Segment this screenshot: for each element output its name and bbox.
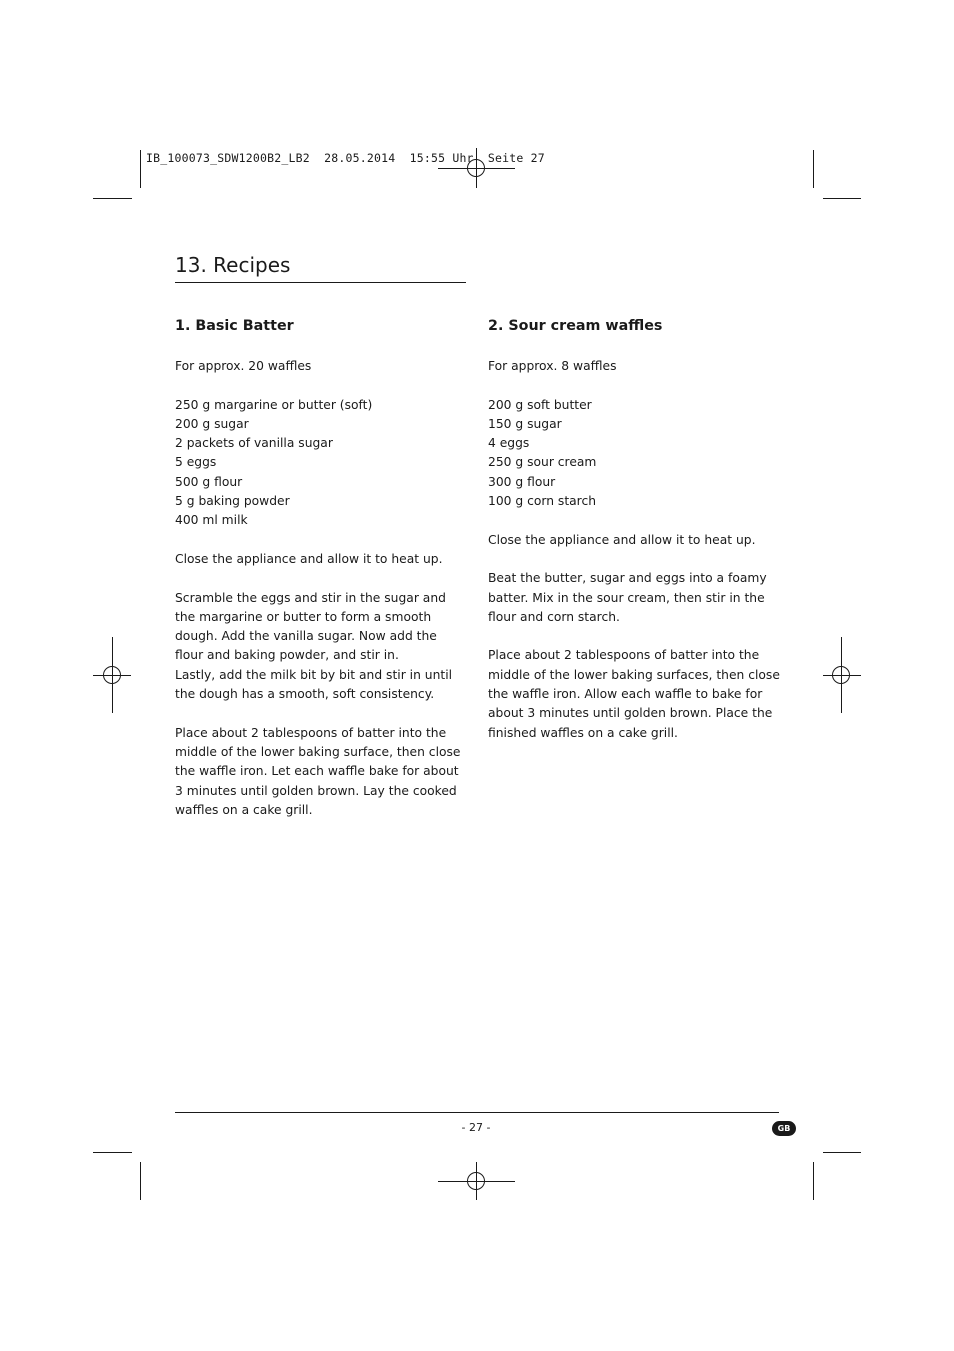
registration-mark-circle — [467, 1172, 485, 1190]
recipe-basic-batter — [175, 316, 467, 839]
ingredient: 300 g flour — [488, 474, 556, 489]
ingredient: 4 eggs — [488, 436, 530, 451]
ingredient: 200 g soft butter — [488, 397, 592, 412]
language-badge: GB — [772, 1121, 796, 1136]
print-slug: IB_100073_SDW1200B2_LB2 28.05.2014 15:55 Uhr Seite 27 — [146, 151, 545, 165]
crop-mark — [93, 198, 132, 199]
section-title: 13. Recipes — [175, 253, 291, 277]
ingredient: 5 eggs — [175, 455, 217, 470]
registration-mark-circle — [103, 666, 121, 684]
ingredient: 500 g flour — [175, 474, 243, 489]
crop-mark — [823, 198, 861, 199]
recipe-step: Close the appliance and allow it to heat up. — [488, 532, 756, 547]
recipe-step: Close the appliance and allow it to heat up. — [175, 551, 443, 566]
registration-mark-circle — [832, 666, 850, 684]
crop-mark — [140, 150, 141, 188]
ingredient: 2 packets of vanilla sugar — [175, 436, 333, 451]
recipe-step: Scramble the eggs and stir in the sugar and the margarine or butter to form a smooth dough. Add the vanilla sugar. Now add the flour and baking powder, and stir in. — [175, 590, 446, 663]
recipe-yield: For approx. 8 waffles — [488, 359, 617, 373]
crop-mark — [93, 1152, 132, 1153]
crop-mark — [813, 1162, 814, 1200]
ingredient: 200 g sugar — [175, 416, 249, 431]
ingredient: 150 g sugar — [488, 416, 562, 431]
crop-mark — [140, 1162, 141, 1200]
crop-mark — [823, 1152, 861, 1153]
page-number: - 27 - — [461, 1121, 491, 1134]
ingredient: 400 ml milk — [175, 513, 248, 528]
ingredient: 100 g corn starch — [488, 494, 597, 509]
recipe-yield: For approx. 20 waffles — [175, 359, 312, 373]
recipe-step: Beat the butter, sugar and eggs into a foamy batter. Mix in the sour cream, then stir in the flour and corn starch. — [488, 571, 767, 624]
recipe-sour-cream-waffles — [488, 316, 780, 762]
recipe-heading: 2. Sour cream waffles — [488, 318, 663, 334]
recipe-step: Lastly, add the milk bit by bit and stir in until the dough has a smooth, soft consistency. — [175, 667, 453, 702]
ingredient: 250 g margarine or butter (soft) — [175, 397, 373, 412]
recipe-step: Place about 2 tablespoons of batter into the middle of the lower baking surface, then close the waffle iron. Let each waffle bake for about 3 minutes until golden brown. Lay the cooked waffles on a cake grill. — [175, 725, 461, 817]
recipe-step: Place about 2 tablespoons of batter into the middle of the lower baking surfaces, then close the waffle iron. Allow each waffle to bake for about 3 minutes until golden brown. Place the finished waffles on a cake grill. — [488, 648, 780, 740]
recipe-heading: 1. Basic Batter — [175, 318, 294, 334]
ingredient-list — [175, 396, 467, 531]
crop-mark — [813, 150, 814, 188]
ingredient: 5 g baking powder — [175, 494, 290, 509]
ingredient-list — [488, 396, 780, 512]
footer-rule — [175, 1112, 779, 1113]
ingredient: 250 g sour cream — [488, 455, 597, 470]
title-underline — [175, 282, 466, 283]
